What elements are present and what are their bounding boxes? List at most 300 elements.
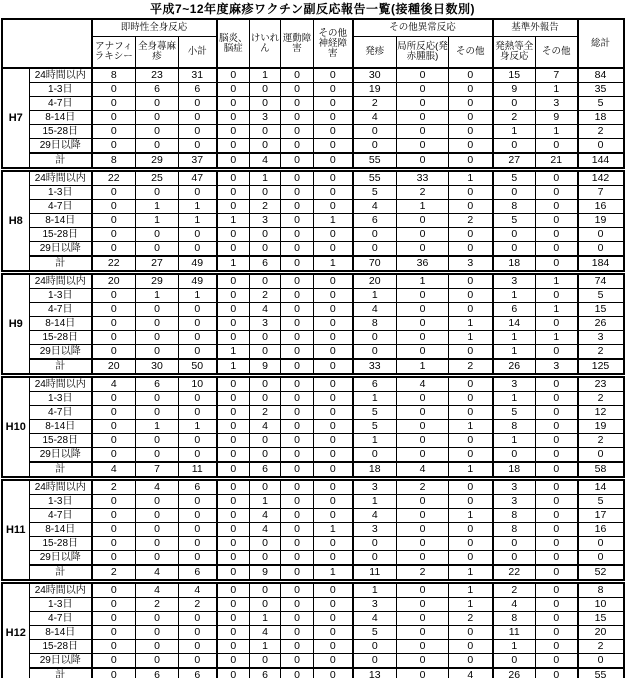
table-row <box>2 273 624 289</box>
value-cell: 0 <box>136 317 179 331</box>
day-range-label: 4-7日 <box>30 406 92 420</box>
value-cell: 1 <box>217 359 250 376</box>
value-cell: 0 <box>179 551 217 566</box>
value-cell: 0 <box>92 654 136 669</box>
value-cell: 0 <box>179 242 217 257</box>
value-cell: 0 <box>536 509 578 523</box>
value-cell: 10 <box>578 598 624 612</box>
value-cell: 0 <box>217 537 250 551</box>
value-cell: 6 <box>136 376 179 392</box>
day-range-label: 1-3日 <box>30 392 92 406</box>
value-cell: 1 <box>179 289 217 303</box>
value-cell: 0 <box>281 359 314 376</box>
value-cell: 0 <box>353 640 397 654</box>
value-cell: 0 <box>92 111 136 125</box>
value-cell: 0 <box>397 242 449 257</box>
value-cell: 0 <box>314 345 353 360</box>
value-cell: 4 <box>250 523 281 537</box>
value-cell: 2 <box>179 598 217 612</box>
value-cell: 1 <box>250 640 281 654</box>
value-cell: 0 <box>536 200 578 214</box>
value-cell: 5 <box>353 626 397 640</box>
value-cell: 1 <box>314 256 353 273</box>
value-cell: 0 <box>92 523 136 537</box>
value-cell: 0 <box>449 537 493 551</box>
value-cell: 0 <box>449 392 493 406</box>
total-row <box>2 153 624 170</box>
value-cell: 6 <box>250 462 281 479</box>
value-cell: 6 <box>250 256 281 273</box>
value-cell: 0 <box>536 170 578 186</box>
value-cell: 1 <box>353 495 397 509</box>
table-row <box>2 523 624 537</box>
value-cell: 0 <box>136 139 179 154</box>
value-cell: 0 <box>449 495 493 509</box>
value-cell: 23 <box>136 68 179 83</box>
value-cell: 0 <box>92 289 136 303</box>
value-cell: 0 <box>281 139 314 154</box>
value-cell: 9 <box>536 111 578 125</box>
value-cell: 0 <box>397 289 449 303</box>
year-block-H12 <box>2 582 624 678</box>
table-row <box>2 448 624 463</box>
value-cell: 1 <box>217 256 250 273</box>
value-cell: 0 <box>314 170 353 186</box>
value-cell: 26 <box>493 359 536 376</box>
day-range-label: 29日以降 <box>30 242 92 257</box>
value-cell: 8 <box>493 420 536 434</box>
value-cell: 0 <box>493 139 536 154</box>
day-range-label: 24時間以内 <box>30 582 92 598</box>
header-immediate-group: 即時性全身反応 <box>92 19 217 37</box>
value-cell: 1 <box>493 640 536 654</box>
value-cell: 1 <box>397 359 449 376</box>
value-cell: 0 <box>281 654 314 669</box>
value-cell: 1 <box>250 68 281 83</box>
day-range-label: 1-3日 <box>30 289 92 303</box>
value-cell: 0 <box>314 640 353 654</box>
total-label: 計 <box>30 256 92 273</box>
value-cell: 26 <box>493 668 536 678</box>
value-cell: 0 <box>536 523 578 537</box>
value-cell: 1 <box>353 434 397 448</box>
value-cell: 0 <box>217 598 250 612</box>
value-cell: 0 <box>314 273 353 289</box>
value-cell: 6 <box>179 479 217 495</box>
value-cell: 0 <box>217 495 250 509</box>
value-cell: 0 <box>217 273 250 289</box>
value-cell: 0 <box>397 97 449 111</box>
header-urticaria: 全身蕁麻疹 <box>136 37 179 69</box>
value-cell: 0 <box>536 582 578 598</box>
table-row <box>2 228 624 242</box>
table-row <box>2 479 624 495</box>
value-cell: 0 <box>217 83 250 97</box>
value-cell: 18 <box>578 111 624 125</box>
value-cell: 7 <box>578 186 624 200</box>
value-cell: 2 <box>449 359 493 376</box>
value-cell: 0 <box>92 186 136 200</box>
value-cell: 0 <box>92 200 136 214</box>
year-label: H12 <box>2 582 30 678</box>
value-cell: 5 <box>493 214 536 228</box>
value-cell: 0 <box>217 317 250 331</box>
total-row <box>2 359 624 376</box>
value-cell: 0 <box>281 626 314 640</box>
value-cell: 0 <box>397 125 449 139</box>
value-cell: 8 <box>493 612 536 626</box>
value-cell: 0 <box>217 139 250 154</box>
value-cell: 0 <box>536 317 578 331</box>
value-cell: 0 <box>250 376 281 392</box>
value-cell: 1 <box>353 392 397 406</box>
value-cell: 4 <box>250 153 281 170</box>
value-cell: 1 <box>449 462 493 479</box>
value-cell: 0 <box>179 406 217 420</box>
header-encephalitis: 脳炎、脳症 <box>217 19 250 68</box>
value-cell: 0 <box>217 582 250 598</box>
value-cell: 0 <box>449 551 493 566</box>
value-cell: 0 <box>449 139 493 154</box>
value-cell: 0 <box>217 303 250 317</box>
value-cell: 0 <box>136 242 179 257</box>
header-subtotal: 小計 <box>179 37 217 69</box>
value-cell: 3 <box>493 376 536 392</box>
value-cell: 0 <box>314 125 353 139</box>
value-cell: 1 <box>493 125 536 139</box>
value-cell: 0 <box>449 273 493 289</box>
day-range-label: 15-28日 <box>30 434 92 448</box>
value-cell: 0 <box>92 331 136 345</box>
value-cell: 0 <box>314 83 353 97</box>
value-cell: 0 <box>314 420 353 434</box>
value-cell: 0 <box>314 289 353 303</box>
value-cell: 2 <box>353 97 397 111</box>
value-cell: 37 <box>179 153 217 170</box>
value-cell: 0 <box>92 317 136 331</box>
value-cell: 0 <box>92 406 136 420</box>
value-cell: 26 <box>578 317 624 331</box>
year-block-H10 <box>2 376 624 479</box>
table-row <box>2 406 624 420</box>
value-cell: 0 <box>314 186 353 200</box>
table-row <box>2 214 624 228</box>
value-cell: 0 <box>281 598 314 612</box>
value-cell: 0 <box>397 537 449 551</box>
value-cell: 0 <box>493 537 536 551</box>
value-cell: 0 <box>179 317 217 331</box>
day-range-label: 24時間以内 <box>30 376 92 392</box>
value-cell: 0 <box>281 420 314 434</box>
value-cell: 3 <box>353 523 397 537</box>
value-cell: 15 <box>578 303 624 317</box>
table-row <box>2 345 624 360</box>
day-range-label: 24時間以内 <box>30 273 92 289</box>
value-cell: 1 <box>250 495 281 509</box>
value-cell: 0 <box>281 68 314 83</box>
value-cell: 0 <box>92 242 136 257</box>
value-cell: 70 <box>353 256 397 273</box>
value-cell: 0 <box>250 186 281 200</box>
value-cell: 4 <box>353 303 397 317</box>
value-cell: 5 <box>353 406 397 420</box>
report-table <box>1 18 625 678</box>
value-cell: 0 <box>536 139 578 154</box>
value-cell: 0 <box>281 153 314 170</box>
value-cell: 0 <box>179 509 217 523</box>
value-cell: 0 <box>250 654 281 669</box>
value-cell: 0 <box>449 289 493 303</box>
value-cell: 0 <box>281 256 314 273</box>
value-cell: 0 <box>217 509 250 523</box>
value-cell: 0 <box>250 537 281 551</box>
value-cell: 0 <box>353 345 397 360</box>
value-cell: 0 <box>536 626 578 640</box>
value-cell: 4 <box>250 509 281 523</box>
value-cell: 0 <box>250 228 281 242</box>
value-cell: 2 <box>493 582 536 598</box>
value-cell: 0 <box>397 317 449 331</box>
value-cell: 22 <box>92 170 136 186</box>
table-row <box>2 376 624 392</box>
value-cell: 5 <box>578 97 624 111</box>
year-label: H9 <box>2 273 30 376</box>
value-cell: 0 <box>281 509 314 523</box>
value-cell: 5 <box>493 170 536 186</box>
value-cell: 20 <box>92 359 136 376</box>
value-cell: 0 <box>136 551 179 566</box>
value-cell: 3 <box>250 111 281 125</box>
value-cell: 19 <box>578 214 624 228</box>
table-row <box>2 111 624 125</box>
value-cell: 6 <box>179 565 217 582</box>
table-row <box>2 654 624 669</box>
value-cell: 0 <box>92 97 136 111</box>
total-row <box>2 668 624 678</box>
value-cell: 0 <box>217 331 250 345</box>
table-row <box>2 170 624 186</box>
value-cell: 0 <box>281 406 314 420</box>
header-convulsion: けいれん <box>250 19 281 68</box>
table-row <box>2 200 624 214</box>
value-cell: 5 <box>353 420 397 434</box>
value-cell: 0 <box>397 214 449 228</box>
value-cell: 9 <box>250 359 281 376</box>
value-cell: 125 <box>578 359 624 376</box>
value-cell: 22 <box>92 256 136 273</box>
value-cell: 3 <box>250 317 281 331</box>
value-cell: 4 <box>397 462 449 479</box>
value-cell: 0 <box>536 537 578 551</box>
value-cell: 15 <box>578 612 624 626</box>
header-other-abnormal-other: その他 <box>449 37 493 69</box>
value-cell: 0 <box>281 317 314 331</box>
value-cell: 0 <box>281 448 314 463</box>
value-cell: 0 <box>217 612 250 626</box>
header-other-neuro: その他神経障害 <box>314 19 353 68</box>
value-cell: 0 <box>136 509 179 523</box>
value-cell: 18 <box>493 256 536 273</box>
value-cell: 3 <box>493 495 536 509</box>
value-cell: 33 <box>353 359 397 376</box>
value-cell: 0 <box>217 242 250 257</box>
table-row <box>2 392 624 406</box>
value-cell: 0 <box>250 97 281 111</box>
value-cell: 0 <box>578 228 624 242</box>
value-cell: 0 <box>281 345 314 360</box>
value-cell: 7 <box>536 68 578 83</box>
value-cell: 0 <box>314 376 353 392</box>
value-cell: 0 <box>179 495 217 509</box>
value-cell: 1 <box>397 200 449 214</box>
value-cell: 0 <box>92 434 136 448</box>
value-cell: 35 <box>578 83 624 97</box>
year-block-H9 <box>2 273 624 376</box>
value-cell: 0 <box>250 345 281 360</box>
value-cell: 0 <box>314 626 353 640</box>
value-cell: 0 <box>92 582 136 598</box>
value-cell: 0 <box>136 626 179 640</box>
value-cell: 0 <box>536 551 578 566</box>
value-cell: 0 <box>136 434 179 448</box>
value-cell: 0 <box>250 434 281 448</box>
table-row <box>2 598 624 612</box>
total-label: 計 <box>30 668 92 678</box>
total-row <box>2 462 624 479</box>
value-cell: 19 <box>578 420 624 434</box>
value-cell: 0 <box>314 582 353 598</box>
value-cell: 9 <box>250 565 281 582</box>
value-cell: 21 <box>536 153 578 170</box>
day-range-label: 1-3日 <box>30 186 92 200</box>
value-cell: 8 <box>92 153 136 170</box>
value-cell: 0 <box>449 448 493 463</box>
value-cell: 0 <box>217 668 250 678</box>
value-cell: 0 <box>536 434 578 448</box>
value-cell: 0 <box>136 495 179 509</box>
value-cell: 0 <box>397 345 449 360</box>
total-label: 計 <box>30 359 92 376</box>
value-cell: 1 <box>136 214 179 228</box>
value-cell: 0 <box>314 479 353 495</box>
value-cell: 0 <box>250 331 281 345</box>
value-cell: 0 <box>136 392 179 406</box>
value-cell: 0 <box>536 242 578 257</box>
year-block-H7 <box>2 68 624 170</box>
day-range-label: 24時間以内 <box>30 479 92 495</box>
value-cell: 0 <box>536 186 578 200</box>
value-cell: 0 <box>179 111 217 125</box>
value-cell: 0 <box>92 303 136 317</box>
value-cell: 1 <box>449 565 493 582</box>
value-cell: 49 <box>179 273 217 289</box>
value-cell: 0 <box>217 170 250 186</box>
value-cell: 0 <box>397 228 449 242</box>
value-cell: 0 <box>217 626 250 640</box>
value-cell: 0 <box>314 303 353 317</box>
value-cell: 0 <box>281 83 314 97</box>
value-cell: 1 <box>217 214 250 228</box>
value-cell: 0 <box>92 345 136 360</box>
value-cell: 0 <box>179 640 217 654</box>
value-cell: 0 <box>179 434 217 448</box>
value-cell: 1 <box>179 200 217 214</box>
value-cell: 0 <box>217 153 250 170</box>
value-cell: 0 <box>449 303 493 317</box>
value-cell: 0 <box>217 462 250 479</box>
table-row <box>2 551 624 566</box>
value-cell: 0 <box>92 509 136 523</box>
value-cell: 0 <box>353 139 397 154</box>
value-cell: 33 <box>397 170 449 186</box>
value-cell: 36 <box>397 256 449 273</box>
value-cell: 18 <box>493 462 536 479</box>
day-range-label: 1-3日 <box>30 83 92 97</box>
value-cell: 15 <box>493 68 536 83</box>
value-cell: 0 <box>179 537 217 551</box>
value-cell: 58 <box>578 462 624 479</box>
value-cell: 144 <box>578 153 624 170</box>
value-cell: 8 <box>493 523 536 537</box>
value-cell: 0 <box>217 200 250 214</box>
value-cell: 0 <box>397 406 449 420</box>
value-cell: 16 <box>578 523 624 537</box>
value-cell: 6 <box>179 83 217 97</box>
day-range-label: 4-7日 <box>30 97 92 111</box>
value-cell: 0 <box>536 406 578 420</box>
day-range-label: 29日以降 <box>30 345 92 360</box>
value-cell: 0 <box>281 640 314 654</box>
value-cell: 0 <box>281 228 314 242</box>
table-row <box>2 495 624 509</box>
value-cell: 20 <box>578 626 624 640</box>
value-cell: 0 <box>136 406 179 420</box>
value-cell: 52 <box>578 565 624 582</box>
value-cell: 0 <box>281 537 314 551</box>
value-cell: 0 <box>179 612 217 626</box>
value-cell: 1 <box>397 273 449 289</box>
value-cell: 5 <box>578 495 624 509</box>
day-range-label: 8-14日 <box>30 317 92 331</box>
value-cell: 2 <box>578 434 624 448</box>
value-cell: 5 <box>578 289 624 303</box>
value-cell: 0 <box>281 479 314 495</box>
value-cell: 0 <box>281 582 314 598</box>
value-cell: 0 <box>314 551 353 566</box>
value-cell: 0 <box>217 111 250 125</box>
value-cell: 2 <box>92 565 136 582</box>
value-cell: 0 <box>179 186 217 200</box>
value-cell: 3 <box>493 273 536 289</box>
header-group-row <box>2 19 624 37</box>
value-cell: 1 <box>449 582 493 598</box>
value-cell: 0 <box>92 626 136 640</box>
value-cell: 4 <box>136 479 179 495</box>
value-cell: 1 <box>536 331 578 345</box>
value-cell: 3 <box>353 479 397 495</box>
value-cell: 25 <box>136 170 179 186</box>
value-cell: 0 <box>493 242 536 257</box>
value-cell: 0 <box>314 654 353 669</box>
value-cell: 0 <box>92 139 136 154</box>
value-cell: 0 <box>179 97 217 111</box>
value-cell: 22 <box>493 565 536 582</box>
value-cell: 0 <box>536 612 578 626</box>
day-range-label: 29日以降 <box>30 551 92 566</box>
value-cell: 0 <box>281 668 314 678</box>
value-cell: 0 <box>92 537 136 551</box>
value-cell: 0 <box>536 228 578 242</box>
